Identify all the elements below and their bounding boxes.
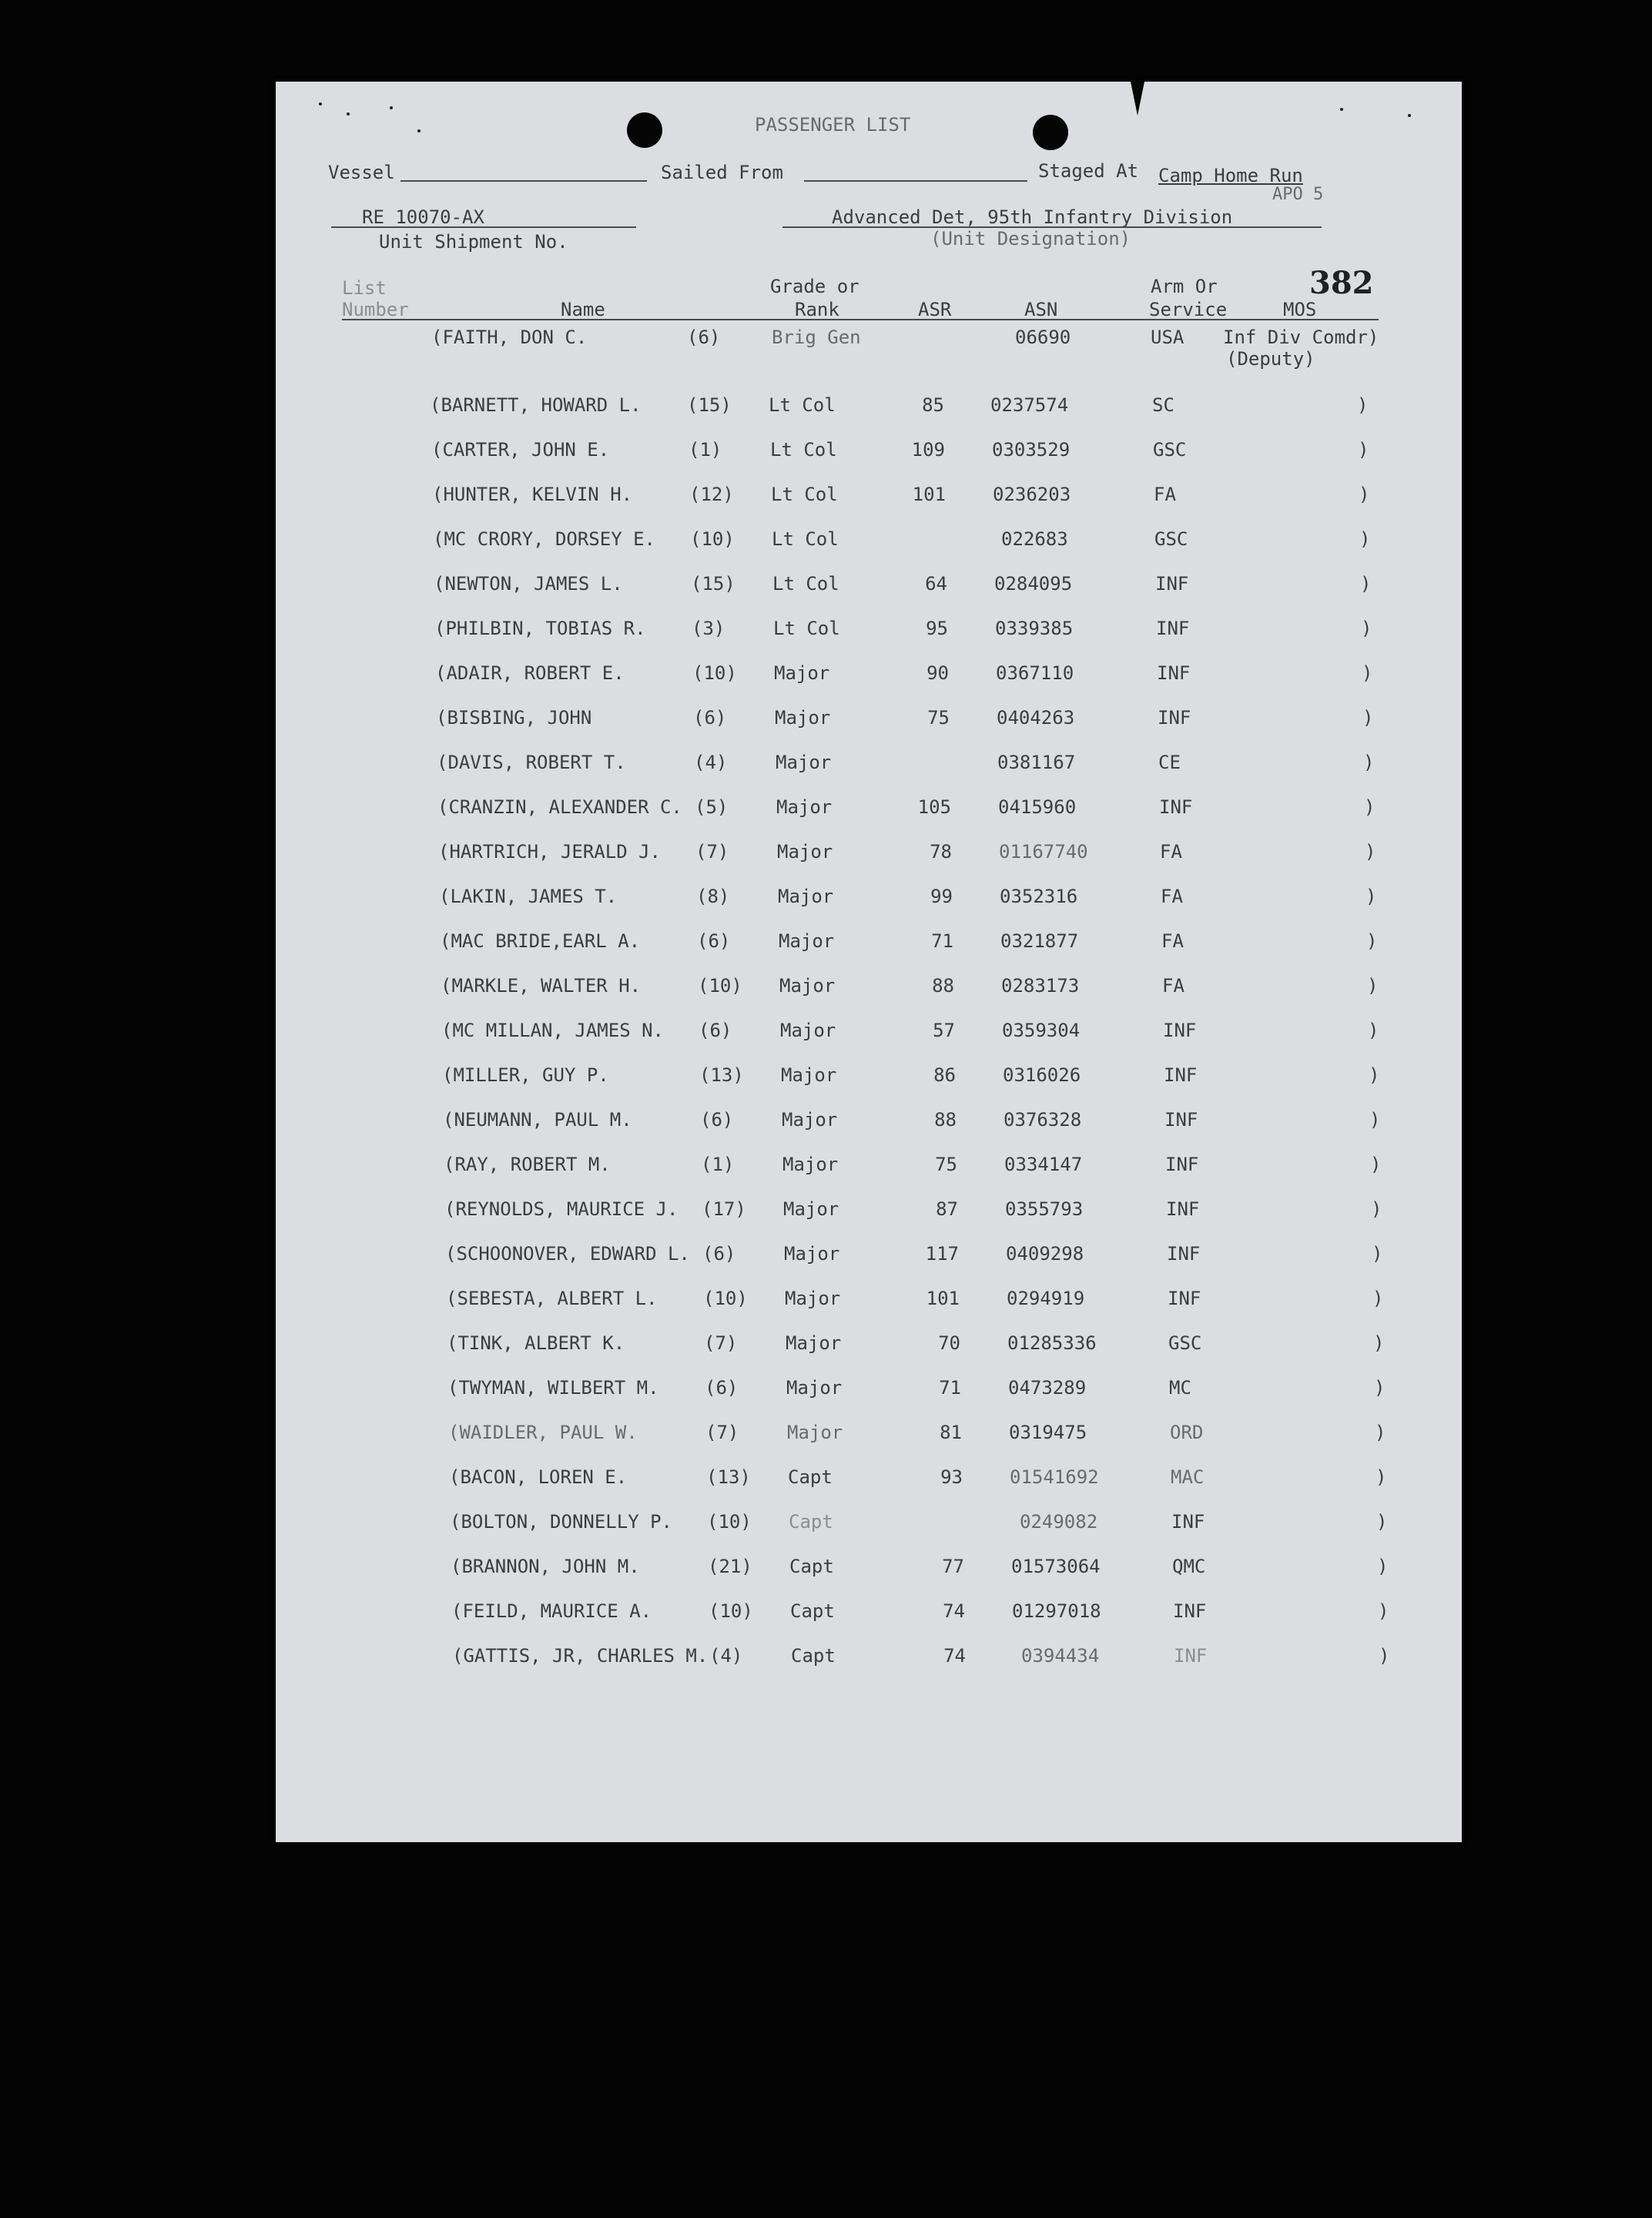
row-list-number: (4) bbox=[694, 752, 728, 773]
row-list-number: (10) bbox=[692, 662, 737, 684]
row-name: (MARKLE, WALTER H. bbox=[441, 975, 642, 997]
row-list-number: (10) bbox=[698, 975, 742, 997]
row-name: (SCHOONOVER, EDWARD L. bbox=[445, 1243, 690, 1265]
row-close-paren: ) bbox=[1357, 394, 1369, 416]
table-row bbox=[0, 662, 1652, 693]
row-name: (PHILBIN, TOBIAS R. bbox=[434, 618, 646, 639]
row-arm: INF bbox=[1155, 573, 1189, 595]
row-list-number: (1) bbox=[701, 1154, 735, 1175]
row-close-paren: ) bbox=[1372, 1243, 1383, 1265]
row-asn: 022683 bbox=[1001, 528, 1068, 550]
row-arm: INF bbox=[1171, 1511, 1205, 1533]
row-close-paren: ) bbox=[1366, 930, 1378, 952]
row-asn: 0381167 bbox=[997, 752, 1076, 773]
row-asn: 0367110 bbox=[996, 662, 1074, 684]
row-name: (BARNETT, HOWARD L. bbox=[430, 394, 642, 416]
col-grade-1: Grade or bbox=[770, 276, 860, 297]
row-asn: 01541692 bbox=[1010, 1466, 1099, 1488]
row-asr: 74 bbox=[943, 1645, 966, 1667]
row-close-paren: ) bbox=[1371, 1198, 1382, 1220]
row-arm: FA bbox=[1161, 930, 1184, 952]
row-asn: 0236203 bbox=[993, 484, 1071, 505]
row-grade: Capt bbox=[789, 1556, 834, 1577]
row-grade: Major bbox=[784, 1243, 840, 1265]
commander-note: Inf Div Comdr) bbox=[1223, 327, 1379, 348]
row-grade: Major bbox=[779, 975, 836, 997]
row-name: (BISBING, JOHN bbox=[436, 707, 592, 729]
row-grade: Major bbox=[779, 930, 835, 952]
list-title: PASSENGER LIST bbox=[755, 114, 911, 136]
row-close-paren: ) bbox=[1376, 1511, 1388, 1533]
row-asn: 0283173 bbox=[1001, 975, 1080, 997]
row-close-paren: ) bbox=[1365, 886, 1377, 907]
row-close-paren: ) bbox=[1365, 841, 1376, 863]
row-list-number: (8) bbox=[696, 886, 730, 907]
row-grade: Major bbox=[787, 1422, 843, 1443]
sailed-from-line bbox=[804, 180, 1027, 182]
apo-number: APO 5 bbox=[1272, 185, 1324, 204]
speck bbox=[1408, 114, 1411, 117]
table-row bbox=[0, 841, 1652, 872]
row-grade: Major bbox=[783, 1198, 839, 1220]
row-name: (FEILD, MAURICE A. bbox=[451, 1600, 652, 1622]
row-grade: Major bbox=[777, 841, 833, 863]
row-name: (TINK, ALBERT K. bbox=[447, 1332, 625, 1354]
row-name: (MAC BRIDE,EARL A. bbox=[440, 930, 641, 952]
table-row bbox=[0, 528, 1652, 559]
row-asn: 01297018 bbox=[1012, 1600, 1101, 1622]
row-arm: GSC bbox=[1153, 439, 1187, 461]
row-asr: 75 bbox=[927, 707, 950, 729]
table-row bbox=[0, 1243, 1652, 1274]
shipment-number-value: RE 10070-AX bbox=[362, 206, 484, 228]
row-arm: INF bbox=[1157, 662, 1191, 684]
row-arm: INF bbox=[1167, 1243, 1201, 1265]
row-asr: 81 bbox=[940, 1422, 962, 1443]
row-close-paren: ) bbox=[1372, 1288, 1384, 1309]
row-asn: 0319475 bbox=[1009, 1422, 1087, 1443]
row-list-number: (7) bbox=[695, 841, 729, 863]
row-close-paren: ) bbox=[1369, 1109, 1381, 1131]
row-asr: 90 bbox=[927, 662, 949, 684]
row-list-number: (7) bbox=[704, 1332, 738, 1354]
row-asr: 85 bbox=[922, 394, 944, 416]
row-list-number: (3) bbox=[692, 618, 725, 639]
col-mos: MOS bbox=[1283, 299, 1317, 320]
row-name: (CRANZIN, ALEXANDER C. bbox=[437, 796, 682, 818]
col-arm-2: Service bbox=[1149, 299, 1228, 320]
row-list-number: (15) bbox=[687, 394, 732, 416]
row-asr: 71 bbox=[931, 930, 953, 952]
row-asr: 109 bbox=[911, 439, 945, 461]
row-list-number: (1) bbox=[689, 439, 722, 461]
commander-name: (FAITH, DON C. bbox=[431, 327, 588, 348]
row-grade: Major bbox=[780, 1020, 836, 1041]
row-name: (HUNTER, KELVIN H. bbox=[432, 484, 633, 505]
punch-hole-right bbox=[1033, 115, 1068, 150]
sailed-from-label: Sailed From bbox=[661, 162, 783, 183]
row-grade: Capt bbox=[791, 1645, 836, 1667]
row-asn: 0321877 bbox=[1000, 930, 1079, 952]
table-row bbox=[0, 707, 1652, 738]
row-arm: FA bbox=[1161, 886, 1183, 907]
table-row bbox=[0, 1556, 1652, 1586]
row-grade: Lt Col bbox=[770, 439, 837, 461]
row-grade: Major bbox=[785, 1288, 841, 1309]
row-asn: 0237574 bbox=[990, 394, 1069, 416]
row-list-number: (13) bbox=[706, 1466, 751, 1488]
row-asr: 78 bbox=[930, 841, 952, 863]
row-close-paren: ) bbox=[1379, 1645, 1390, 1667]
row-arm: INF bbox=[1164, 1109, 1198, 1131]
table-row bbox=[0, 1511, 1652, 1542]
row-asr: 105 bbox=[917, 796, 951, 818]
vessel-label: Vessel bbox=[328, 162, 395, 183]
row-name: (WAIDLER, PAUL W. bbox=[448, 1422, 638, 1443]
col-arm-1: Arm Or bbox=[1151, 276, 1218, 297]
row-name: (GATTIS, JR, CHARLES M. bbox=[452, 1645, 709, 1667]
punch-hole-left bbox=[627, 112, 662, 148]
row-asr: 101 bbox=[912, 484, 946, 505]
header-rule bbox=[342, 319, 1379, 320]
table-row bbox=[0, 975, 1652, 1006]
row-asn: 01167740 bbox=[999, 841, 1088, 863]
row-grade: Capt bbox=[789, 1511, 833, 1533]
row-arm: GSC bbox=[1154, 528, 1188, 550]
row-arm: INF bbox=[1164, 1064, 1198, 1086]
staged-at-label: Staged At bbox=[1038, 160, 1139, 182]
table-row bbox=[0, 394, 1652, 425]
row-grade: Capt bbox=[788, 1466, 833, 1488]
row-arm: CE bbox=[1158, 752, 1181, 773]
row-list-number: (10) bbox=[703, 1288, 748, 1309]
row-arm: INF bbox=[1174, 1645, 1208, 1667]
row-arm: INF bbox=[1165, 1154, 1199, 1175]
row-grade: Lt Col bbox=[769, 394, 836, 416]
row-arm: INF bbox=[1163, 1020, 1197, 1041]
table-row bbox=[0, 1020, 1652, 1050]
speck bbox=[417, 129, 421, 132]
row-grade: Major bbox=[774, 662, 830, 684]
commander-num: (6) bbox=[687, 327, 721, 348]
row-asr: 87 bbox=[936, 1198, 958, 1220]
row-list-number: (7) bbox=[705, 1422, 739, 1443]
row-close-paren: ) bbox=[1377, 1556, 1389, 1577]
table-row bbox=[0, 1332, 1652, 1363]
row-close-paren: ) bbox=[1359, 484, 1370, 505]
row-name: (LAKIN, JAMES T. bbox=[439, 886, 618, 907]
speck bbox=[1340, 108, 1343, 111]
table-row bbox=[0, 618, 1652, 648]
row-close-paren: ) bbox=[1373, 1332, 1385, 1354]
row-grade: Major bbox=[776, 796, 833, 818]
row-asn: 0284095 bbox=[994, 573, 1073, 595]
row-list-number: (13) bbox=[699, 1064, 744, 1086]
row-name: (MC CRORY, DORSEY E. bbox=[433, 528, 655, 550]
unit-designation-label: (Unit Designation) bbox=[930, 228, 1131, 250]
row-grade: Lt Col bbox=[772, 573, 839, 595]
speck bbox=[347, 112, 350, 116]
row-asn: 0473289 bbox=[1008, 1377, 1087, 1399]
row-close-paren: ) bbox=[1367, 975, 1379, 997]
row-grade: Major bbox=[778, 886, 834, 907]
col-list-number-1: List bbox=[342, 277, 387, 299]
row-asn: 0294919 bbox=[1007, 1288, 1085, 1309]
table-row bbox=[0, 1645, 1652, 1676]
row-name: (BRANNON, JOHN M. bbox=[451, 1556, 640, 1577]
row-grade: Lt Col bbox=[772, 528, 839, 550]
row-name: (BOLTON, DONNELLY P. bbox=[450, 1511, 672, 1533]
row-asr: 95 bbox=[926, 618, 948, 639]
row-list-number: (10) bbox=[709, 1600, 753, 1622]
col-name: Name bbox=[561, 299, 605, 320]
row-list-number: (6) bbox=[697, 930, 731, 952]
row-arm: MC bbox=[1169, 1377, 1191, 1399]
row-asn: 01573064 bbox=[1011, 1556, 1101, 1577]
row-name: (BACON, LOREN E. bbox=[449, 1466, 628, 1488]
row-close-paren: ) bbox=[1362, 707, 1374, 729]
table-row bbox=[0, 1064, 1652, 1095]
row-close-paren: ) bbox=[1364, 796, 1376, 818]
row-arm: QMC bbox=[1172, 1556, 1206, 1577]
row-asr: 88 bbox=[932, 975, 954, 997]
row-name: (NEWTON, JAMES L. bbox=[434, 573, 623, 595]
row-asn: 0249082 bbox=[1020, 1511, 1098, 1533]
speck bbox=[319, 102, 322, 106]
row-close-paren: ) bbox=[1362, 662, 1373, 684]
row-asn: 0316026 bbox=[1003, 1064, 1081, 1086]
row-arm: FA bbox=[1162, 975, 1185, 997]
row-list-number: (6) bbox=[693, 707, 727, 729]
row-arm: INF bbox=[1166, 1198, 1200, 1220]
row-list-number: (12) bbox=[689, 484, 734, 505]
row-asr: 64 bbox=[925, 573, 947, 595]
row-asr: 86 bbox=[933, 1064, 956, 1086]
row-arm: GSC bbox=[1168, 1332, 1202, 1354]
table-row bbox=[0, 752, 1652, 782]
row-asr: 93 bbox=[940, 1466, 963, 1488]
row-list-number: (4) bbox=[709, 1645, 743, 1667]
staged-at-value: Camp Home Run bbox=[1158, 165, 1303, 186]
row-grade: Capt bbox=[790, 1600, 835, 1622]
row-name: (REYNOLDS, MAURICE J. bbox=[444, 1198, 679, 1220]
row-name: (CARTER, JOHN E. bbox=[431, 439, 610, 461]
col-grade-2: Rank bbox=[795, 299, 839, 320]
row-list-number: (10) bbox=[690, 528, 735, 550]
row-close-paren: ) bbox=[1368, 1020, 1379, 1041]
table-row bbox=[0, 930, 1652, 961]
row-arm: INF bbox=[1158, 707, 1191, 729]
table-row bbox=[0, 1422, 1652, 1452]
row-grade: Major bbox=[782, 1154, 839, 1175]
row-arm: INF bbox=[1156, 618, 1190, 639]
row-name: (SEBESTA, ALBERT L. bbox=[446, 1288, 658, 1309]
table-row bbox=[0, 1288, 1652, 1318]
row-name: (ADAIR, ROBERT E. bbox=[435, 662, 625, 684]
row-name: (NEUMANN, PAUL M. bbox=[443, 1109, 632, 1131]
row-close-paren: ) bbox=[1376, 1466, 1387, 1488]
row-list-number: (6) bbox=[705, 1377, 739, 1399]
commander-asn: 06690 bbox=[1015, 327, 1071, 348]
row-close-paren: ) bbox=[1360, 573, 1372, 595]
row-asr: 74 bbox=[943, 1600, 965, 1622]
col-asr: ASR bbox=[918, 299, 952, 320]
row-asr: 117 bbox=[925, 1243, 959, 1265]
row-grade: Major bbox=[786, 1377, 843, 1399]
row-asr: 88 bbox=[934, 1109, 957, 1131]
row-list-number: (21) bbox=[708, 1556, 752, 1577]
row-name: (HARTRICH, JERALD J. bbox=[438, 841, 661, 863]
row-arm: MAC bbox=[1171, 1466, 1205, 1488]
table-row bbox=[0, 573, 1652, 604]
row-grade: Major bbox=[781, 1064, 837, 1086]
commander-grade: Brig Gen bbox=[772, 327, 861, 348]
speck bbox=[390, 106, 393, 109]
row-arm: ORD bbox=[1170, 1422, 1204, 1443]
row-close-paren: ) bbox=[1374, 1377, 1386, 1399]
row-close-paren: ) bbox=[1378, 1600, 1389, 1622]
row-arm: INF bbox=[1168, 1288, 1201, 1309]
table-row bbox=[0, 1466, 1652, 1497]
row-asn: 0359304 bbox=[1002, 1020, 1081, 1041]
row-close-paren: ) bbox=[1369, 1064, 1380, 1086]
row-arm: INF bbox=[1159, 796, 1193, 818]
row-asn: 0415960 bbox=[998, 796, 1077, 818]
table-row bbox=[0, 439, 1652, 470]
row-name: (RAY, ROBERT M. bbox=[444, 1154, 611, 1175]
table-row bbox=[0, 1154, 1652, 1184]
row-list-number: (6) bbox=[699, 1020, 732, 1041]
table-row bbox=[0, 796, 1652, 827]
row-close-paren: ) bbox=[1358, 439, 1369, 461]
row-asr: 70 bbox=[938, 1332, 960, 1354]
row-asn: 0394434 bbox=[1021, 1645, 1100, 1667]
row-grade: Major bbox=[786, 1332, 842, 1354]
row-grade: Major bbox=[782, 1109, 838, 1131]
row-arm: SC bbox=[1152, 394, 1174, 416]
page-number: 382 bbox=[1309, 265, 1374, 301]
row-close-paren: ) bbox=[1370, 1154, 1382, 1175]
row-grade: Lt Col bbox=[773, 618, 840, 639]
row-name: (TWYMAN, WILBERT M. bbox=[447, 1377, 659, 1399]
row-arm: FA bbox=[1154, 484, 1176, 505]
row-asr: 77 bbox=[942, 1556, 964, 1577]
unit-designation-value: Advanced Det, 95th Infantry Division bbox=[832, 206, 1233, 228]
table-row bbox=[0, 1600, 1652, 1631]
row-arm: FA bbox=[1160, 841, 1182, 863]
row-asr: 101 bbox=[926, 1288, 960, 1309]
table-row bbox=[0, 886, 1652, 916]
row-grade: Major bbox=[775, 707, 831, 729]
vessel-line bbox=[400, 180, 647, 182]
col-list-number-2: Number bbox=[342, 299, 409, 320]
col-asn: ASN bbox=[1024, 299, 1058, 320]
row-list-number: (6) bbox=[700, 1109, 734, 1131]
table-row bbox=[0, 1377, 1652, 1408]
table-row bbox=[0, 484, 1652, 514]
row-grade: Lt Col bbox=[771, 484, 838, 505]
row-name: (MC MILLAN, JAMES N. bbox=[441, 1020, 664, 1041]
commander-note-deputy: (Deputy) bbox=[1226, 348, 1315, 370]
row-asn: 01285336 bbox=[1007, 1332, 1097, 1354]
row-close-paren: ) bbox=[1361, 618, 1372, 639]
row-asr: 99 bbox=[930, 886, 953, 907]
row-asn: 0355793 bbox=[1005, 1198, 1084, 1220]
row-asr: 71 bbox=[939, 1377, 961, 1399]
row-close-paren: ) bbox=[1359, 528, 1371, 550]
row-asn: 0303529 bbox=[992, 439, 1071, 461]
row-asr: 75 bbox=[935, 1154, 957, 1175]
row-asn: 0334147 bbox=[1004, 1154, 1083, 1175]
row-close-paren: ) bbox=[1375, 1422, 1386, 1443]
row-list-number: (17) bbox=[702, 1198, 746, 1220]
row-grade: Major bbox=[776, 752, 832, 773]
row-list-number: (6) bbox=[702, 1243, 736, 1265]
row-close-paren: ) bbox=[1363, 752, 1375, 773]
shipment-number-label: Unit Shipment No. bbox=[379, 231, 568, 253]
row-asn: 0352316 bbox=[1000, 886, 1078, 907]
table-row bbox=[0, 1109, 1652, 1140]
row-asn: 0339385 bbox=[995, 618, 1074, 639]
row-asr: 57 bbox=[933, 1020, 955, 1041]
commander-arm: USA bbox=[1151, 327, 1185, 348]
row-asn: 0409298 bbox=[1006, 1243, 1084, 1265]
row-asn: 0404263 bbox=[997, 707, 1075, 729]
row-list-number: (5) bbox=[695, 796, 729, 818]
table-row bbox=[0, 1198, 1652, 1229]
row-list-number: (15) bbox=[691, 573, 736, 595]
row-name: (MILLER, GUY P. bbox=[442, 1064, 609, 1086]
row-list-number: (10) bbox=[707, 1511, 752, 1533]
row-arm: INF bbox=[1173, 1600, 1207, 1622]
row-name: (DAVIS, ROBERT T. bbox=[437, 752, 626, 773]
row-asn: 0376328 bbox=[1004, 1109, 1082, 1131]
shipment-number-line bbox=[331, 226, 636, 228]
